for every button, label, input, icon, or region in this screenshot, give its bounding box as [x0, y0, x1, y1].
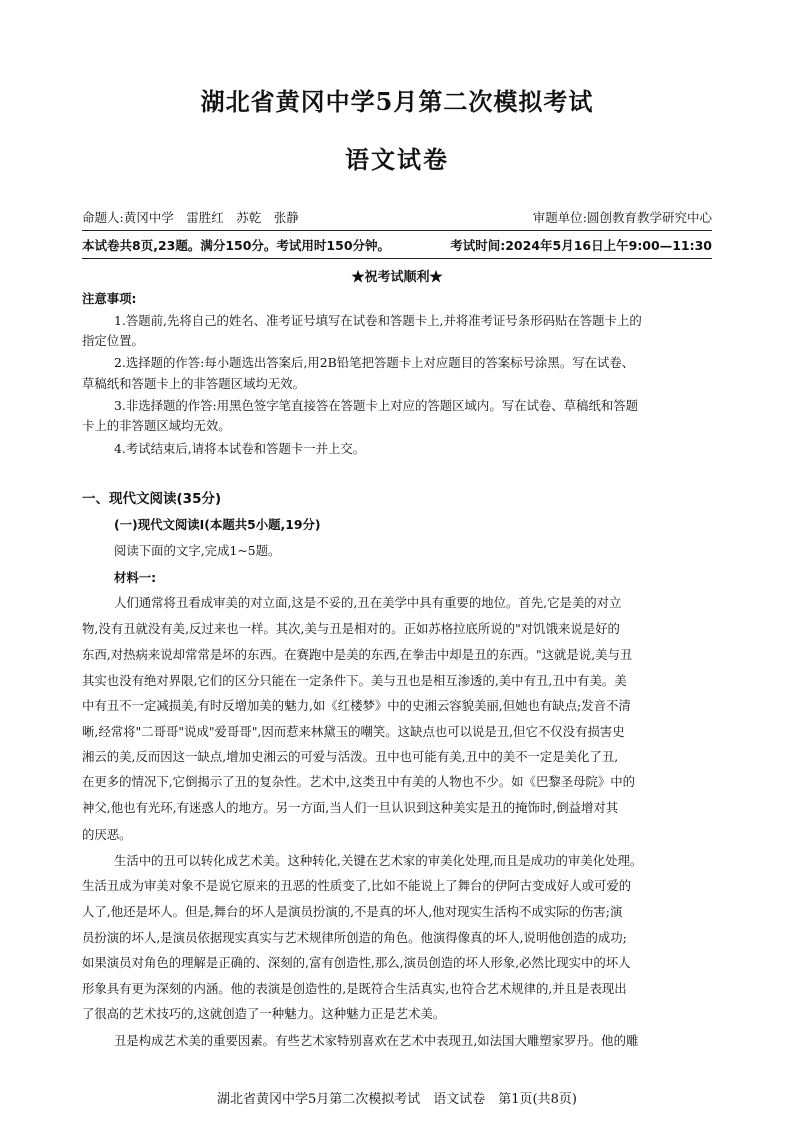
exam-subject-title: 语文试卷 — [345, 145, 449, 174]
notes-line: 2.选择题的作答:每小题选出答案后,用2B铅笔把答题卡上对应题目的答案标号涂黑。写在试卷、 — [114, 355, 635, 370]
exam-info-left: 本试卷共8页,23题。满分150分。考试用时150分钟。 — [82, 238, 391, 253]
paragraph-line: 物,没有丑就没有美,反过来也一样。其次,美与丑是相对的。正如苏格拉底所说的"对饥饿来说是好的 — [82, 621, 620, 636]
paragraph-line: 了很高的艺术技巧的,这就创造了一种魅力。这种魅力正是艺术美。 — [82, 1006, 446, 1021]
notes-line: 指定位置。 — [82, 333, 144, 348]
paragraph-line: 员扮演的坏人,是演员依据现实真实与艺术规律所创造的角色。他演得像真的坏人,说明他创造的成功; — [82, 930, 627, 945]
paragraph-line: 生活中的丑可以转化成艺术美。这种转化,关键在艺术家的审美化处理,而且是成功的审美化处理。 — [114, 853, 643, 868]
paragraph-line: 中有丑不一定减损美,有时反增加美的魅力,如《红楼梦》中的史湘云容貌美丽,但她也有缺点;发音不清 — [82, 698, 631, 713]
exam-time: 考试时间:2024年5月16日上午9:00—11:30 — [450, 238, 712, 253]
review-unit: 审题单位:圆创教育教学研究中心 — [532, 210, 712, 225]
notes-line: 1.答题前,先将自己的姓名、准考证号填写在试卷和答题卡上,并将准考证号条形码贴在答题卡上的 — [114, 313, 642, 328]
subsection-heading-text: (一)现代文阅读Ⅰ(本题共5小题,19分) — [114, 517, 321, 532]
instruction: 阅读下面的文字,完成1~5题。 — [114, 543, 281, 558]
paragraph-line: 丑是构成艺术美的重要因素。有些艺术家特别喜欢在艺术中表现丑,如法国大雕塑家罗丹。他的雕 — [114, 1033, 639, 1048]
paragraph-line: 东西,对热病来说却常常是坏的东西。在赛跑中是美的东西,在拳击中却是丑的东西。"这就是说,美与丑 — [82, 647, 633, 662]
notes-line: 卡上的非答题区域均无效。 — [82, 418, 231, 433]
paragraph-line: 神父,他也有光环,有迷惑人的地方。另一方面,当人们一旦认识到这种美实是丑的掩饰时,倒益增对其 — [82, 800, 619, 815]
notes-heading: 注意事项: — [82, 291, 137, 306]
notes-line: 草稿纸和答题卡上的非答题区域均无效。 — [82, 376, 306, 391]
paragraph-line: 形象具有更为深刻的内涵。他的表演是创造性的,是既符合生活真实,也符合艺术规律的,并且是表现出 — [82, 981, 627, 996]
paragraph-line: 晰,经常将"二哥哥"说成"爱哥哥",因而惹来林黛玉的嘲笑。这缺点也可以说是丑,但它不仅没有损害史 — [82, 724, 625, 739]
paragraph-line: 在更多的情况下,它倒揭示了丑的复杂性。艺术中,这类丑中有美的人物也不少。如《巴黎圣母院》中的 — [82, 774, 636, 789]
exam-info-row — [82, 236, 712, 254]
paragraph-line: 人了,他还是坏人。但是,舞台的坏人是演员扮演的,不是真的坏人,他对现实生活构不成实际的伤害;演 — [82, 904, 623, 919]
paragraph-line: 的厌恶。 — [82, 827, 132, 842]
notes-line: 4.考试结束后,请将本试卷和答题卡一并上交。 — [114, 441, 366, 456]
authors-row — [82, 208, 712, 226]
paragraph-line: 生活丑成为审美对象不是说它原来的丑恶的性质变了,比如不能说上了舞台的伊阿古变成好人或可爱的 — [82, 878, 632, 893]
subsection-heading — [82, 515, 712, 533]
material-label: 材料一: — [114, 570, 157, 585]
page-footer: 湖北省黄冈中学5月第二次模拟考试 语文试卷 第1页(共8页) — [217, 1092, 577, 1107]
authors-left: 命题人:黄冈中学 雷胜红 苏乾 张静 — [82, 210, 299, 225]
divider-bottom — [82, 258, 712, 259]
divider-top — [82, 230, 712, 231]
paragraph-line: 其实也没有绝对界限,它们的区分只能在一定条件下。美与丑也是相互渗透的,美中有丑,丑中有美。美 — [82, 673, 627, 688]
paragraph-line: 人们通常将丑看成审美的对立面,这是不妥的,丑在美学中具有重要的地位。首先,它是美的对立 — [114, 595, 622, 610]
paragraph-line: 如果演员对角色的理解是正确的、深刻的,富有创造性,那么,演员创造的坏人形象,必然比现实中的坏人 — [82, 955, 631, 970]
notes-line: 3.非选择题的作答:用黑色签字笔直接答在答题卡上对应的答题区域内。写在试卷、草稿纸和答题 — [114, 398, 639, 413]
good-luck-wish: ★祝考试顺利★ — [351, 270, 443, 285]
exam-title: 湖北省黄冈中学5月第二次模拟考试 — [200, 87, 594, 116]
section-heading: 一、现代文阅读(35分) — [82, 491, 222, 507]
paragraph-line: 湘云的美,反而因这一缺点,增加史湘云的可爱与活泼。丑中也可能有美,丑中的美不一定是美化了丑, — [82, 749, 619, 764]
